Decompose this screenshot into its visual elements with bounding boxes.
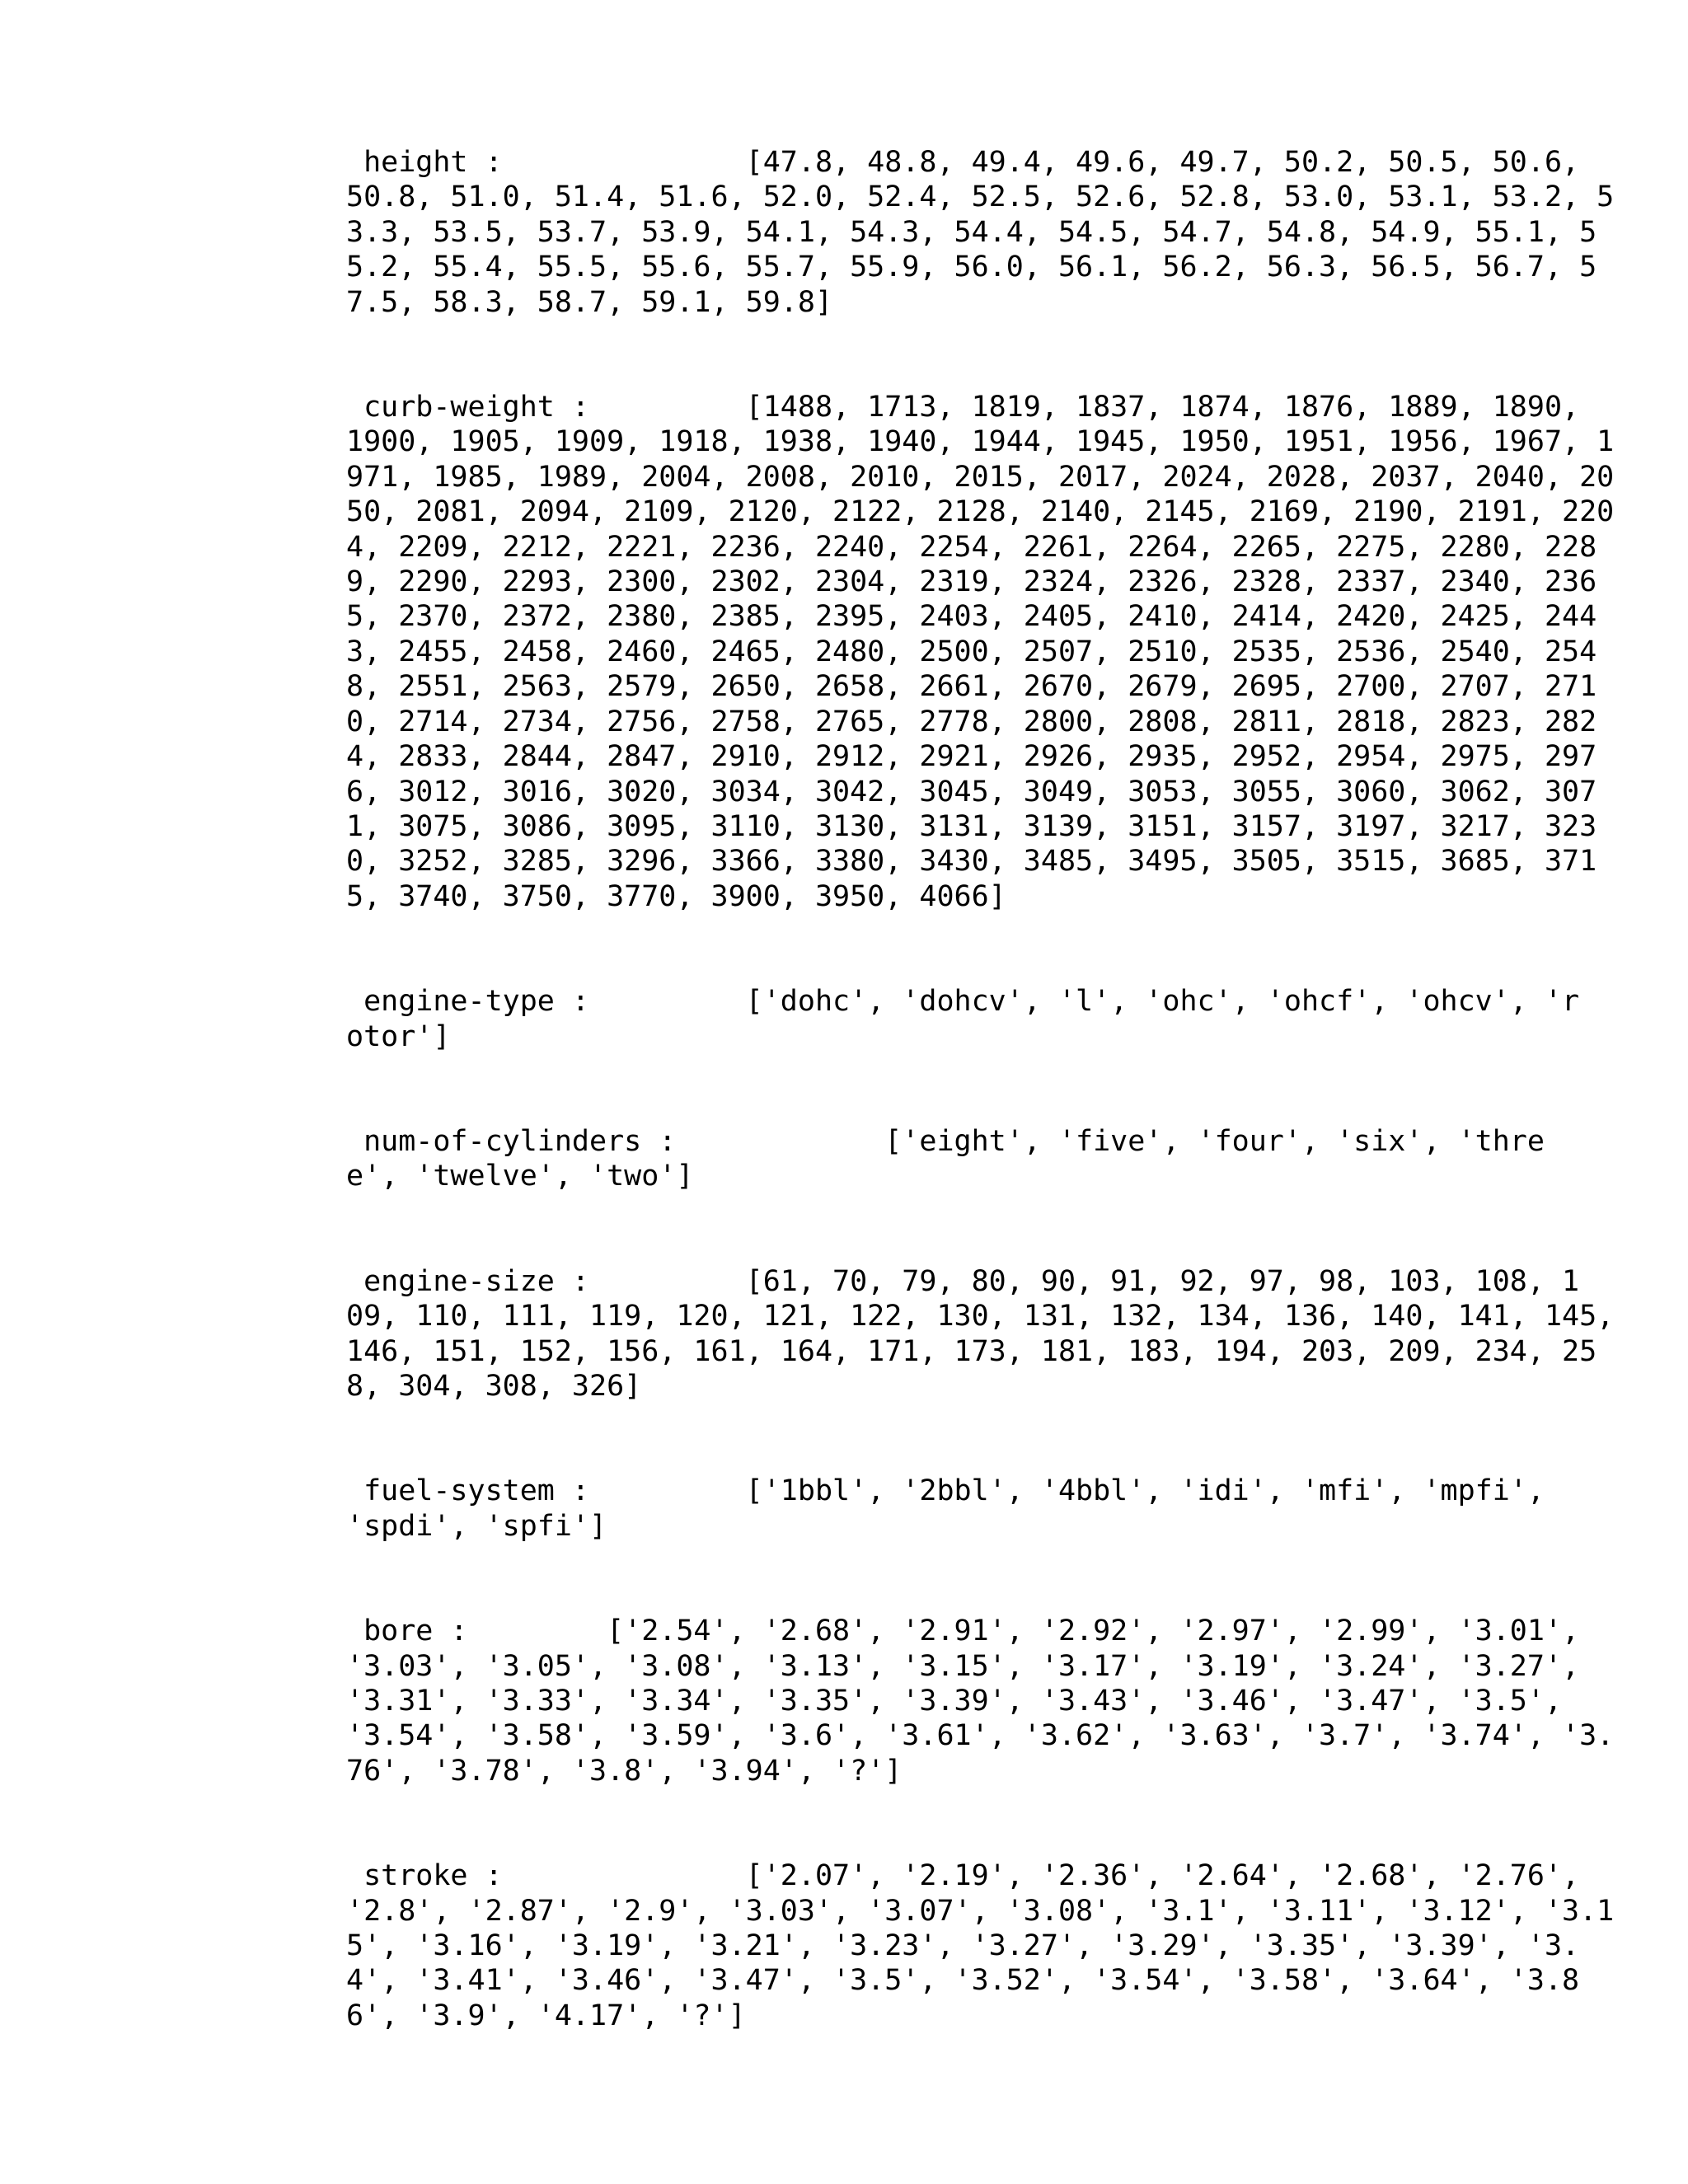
- stroke-values-block: stroke : ['2.07', '2.19', '2.36', '2.64', '2.68', '2.76', '2.8', '2.87', '2.9', '3.03', '3.07', '3.08', '3.1', '3.11', '3.12', '3.1 5', '3.16', '3.19', '3.21', '3.23', '3.27', '3.29', '3.35', '3.39', '3. 4', '3.41', '3.46', '3.47', '3.5', '3.52', '3.54', '3.58', '3.64', '3.8 6', '3.9', '4.17', '?']: [346, 1859, 1615, 2032]
- document-page: [346, 145, 1615, 2033]
- engine-type-values-block: engine-type : ['dohc', 'dohcv', 'l', 'ohc', 'ohcf', 'ohcv', 'r otor']: [346, 985, 1580, 1053]
- height-values-block: height : [47.8, 48.8, 49.4, 49.6, 49.7, 50.2, 50.5, 50.6, 50.8, 51.0, 51.4, 51.6, 52.0, 52.4, 52.5, 52.6, 52.8, 53.0, 53.1, 53.2, 5 3.3, 53.5, 53.7, 53.9, 54.1, 54.3, 54.4, 54.5, 54.7, 54.8, 54.9, 55.1, 5 5.2, 55.4, 55.5, 55.6, 55.7, 55.9, 56.0, 56.1, 56.2, 56.3, 56.5, 56.7, 5 7.5, 58.3, 58.7, 59.1, 59.8]: [346, 146, 1615, 319]
- bore-values-block: bore : ['2.54', '2.68', '2.91', '2.92', '2.97', '2.99', '3.01', '3.03', '3.05', '3.08', '3.13', '3.15', '3.17', '3.19', '3.24', '3.27', '3.31', '3.33', '3.34', '3.35', '3.39', '3.43', '3.46', '3.47', '3.5', '3.54', '3.58', '3.59', '3.6', '3.61', '3.62', '3.63', '3.7', '3.74', '3. 76', '3.78', '3.8', '3.94', '?']: [346, 1615, 1615, 1788]
- fuel-system-values-block: fuel-system : ['1bbl', '2bbl', '4bbl', 'idi', 'mfi', 'mpfi', 'spdi', 'spfi']: [346, 1474, 1545, 1543]
- engine-size-values-block: engine-size : [61, 70, 79, 80, 90, 91, 92, 97, 98, 103, 108, 1 09, 110, 111, 119, 120, 121, 122, 130, 131, 132, 134, 136, 140, 141, 145, 146, 151, 152, 156, 161, 164, 171, 173, 181, 183, 194, 203, 209, 234, 25 8, 304, 308, 326]: [346, 1264, 1615, 1403]
- num-of-cylinders-values-block: num-of-cylinders : ['eight', 'five', 'four', 'six', 'thre e', 'twelve', 'two']: [346, 1124, 1545, 1193]
- curb-weight-values-block: curb-weight : [1488, 1713, 1819, 1837, 1874, 1876, 1889, 1890, 1900, 1905, 1909, 1918, 1938, 1940, 1944, 1945, 1950, 1951, 1956, 1967, 1 971, 1985, 1989, 2004, 2008, 2010, 2015, 2017, 2024, 2028, 2037, 2040, 20 50, 2081, 2094, 2109, 2120, 2122, 2128, 2140, 2145, 2169, 2190, 2191, 220 4, 2209, 2212, 2221, 2236, 2240, 2254, 2261, 2264, 2265, 2275, 2280, 228 9, 2290, 2293, 2300, 2302, 2304, 2319, 2324, 2326, 2328, 2337, 2340, 236 5, 2370, 2372, 2380, 2385, 2395, 2403, 2405, 2410, 2414, 2420, 2425, 244 3, 2455, 2458, 2460, 2465, 2480, 2500, 2507, 2510, 2535, 2536, 2540, 254 8, 2551, 2563, 2579, 2650, 2658, 2661, 2670, 2679, 2695, 2700, 2707, 271 0, 2714, 2734, 2756, 2758, 2765, 2778, 2800, 2808, 2811, 2818, 2823, 282 4, 2833, 2844, 2847, 2910, 2912, 2921, 2926, 2935, 2952, 2954, 2975, 297 6, 3012, 3016, 3020, 3034, 3042, 3045, 3049, 3053, 3055, 3060, 3062, 307 1, 3075, 3086, 3095, 3110, 3130, 3131, 3139, 3151, 3157, 3197, 3217, 323 0, 3252, 3285, 3296, 3366, 3380, 3430, 3485, 3495, 3505, 3515, 3685, 371 5, 3740, 3750, 3770, 3900, 3950, 4066]: [346, 391, 1615, 913]
